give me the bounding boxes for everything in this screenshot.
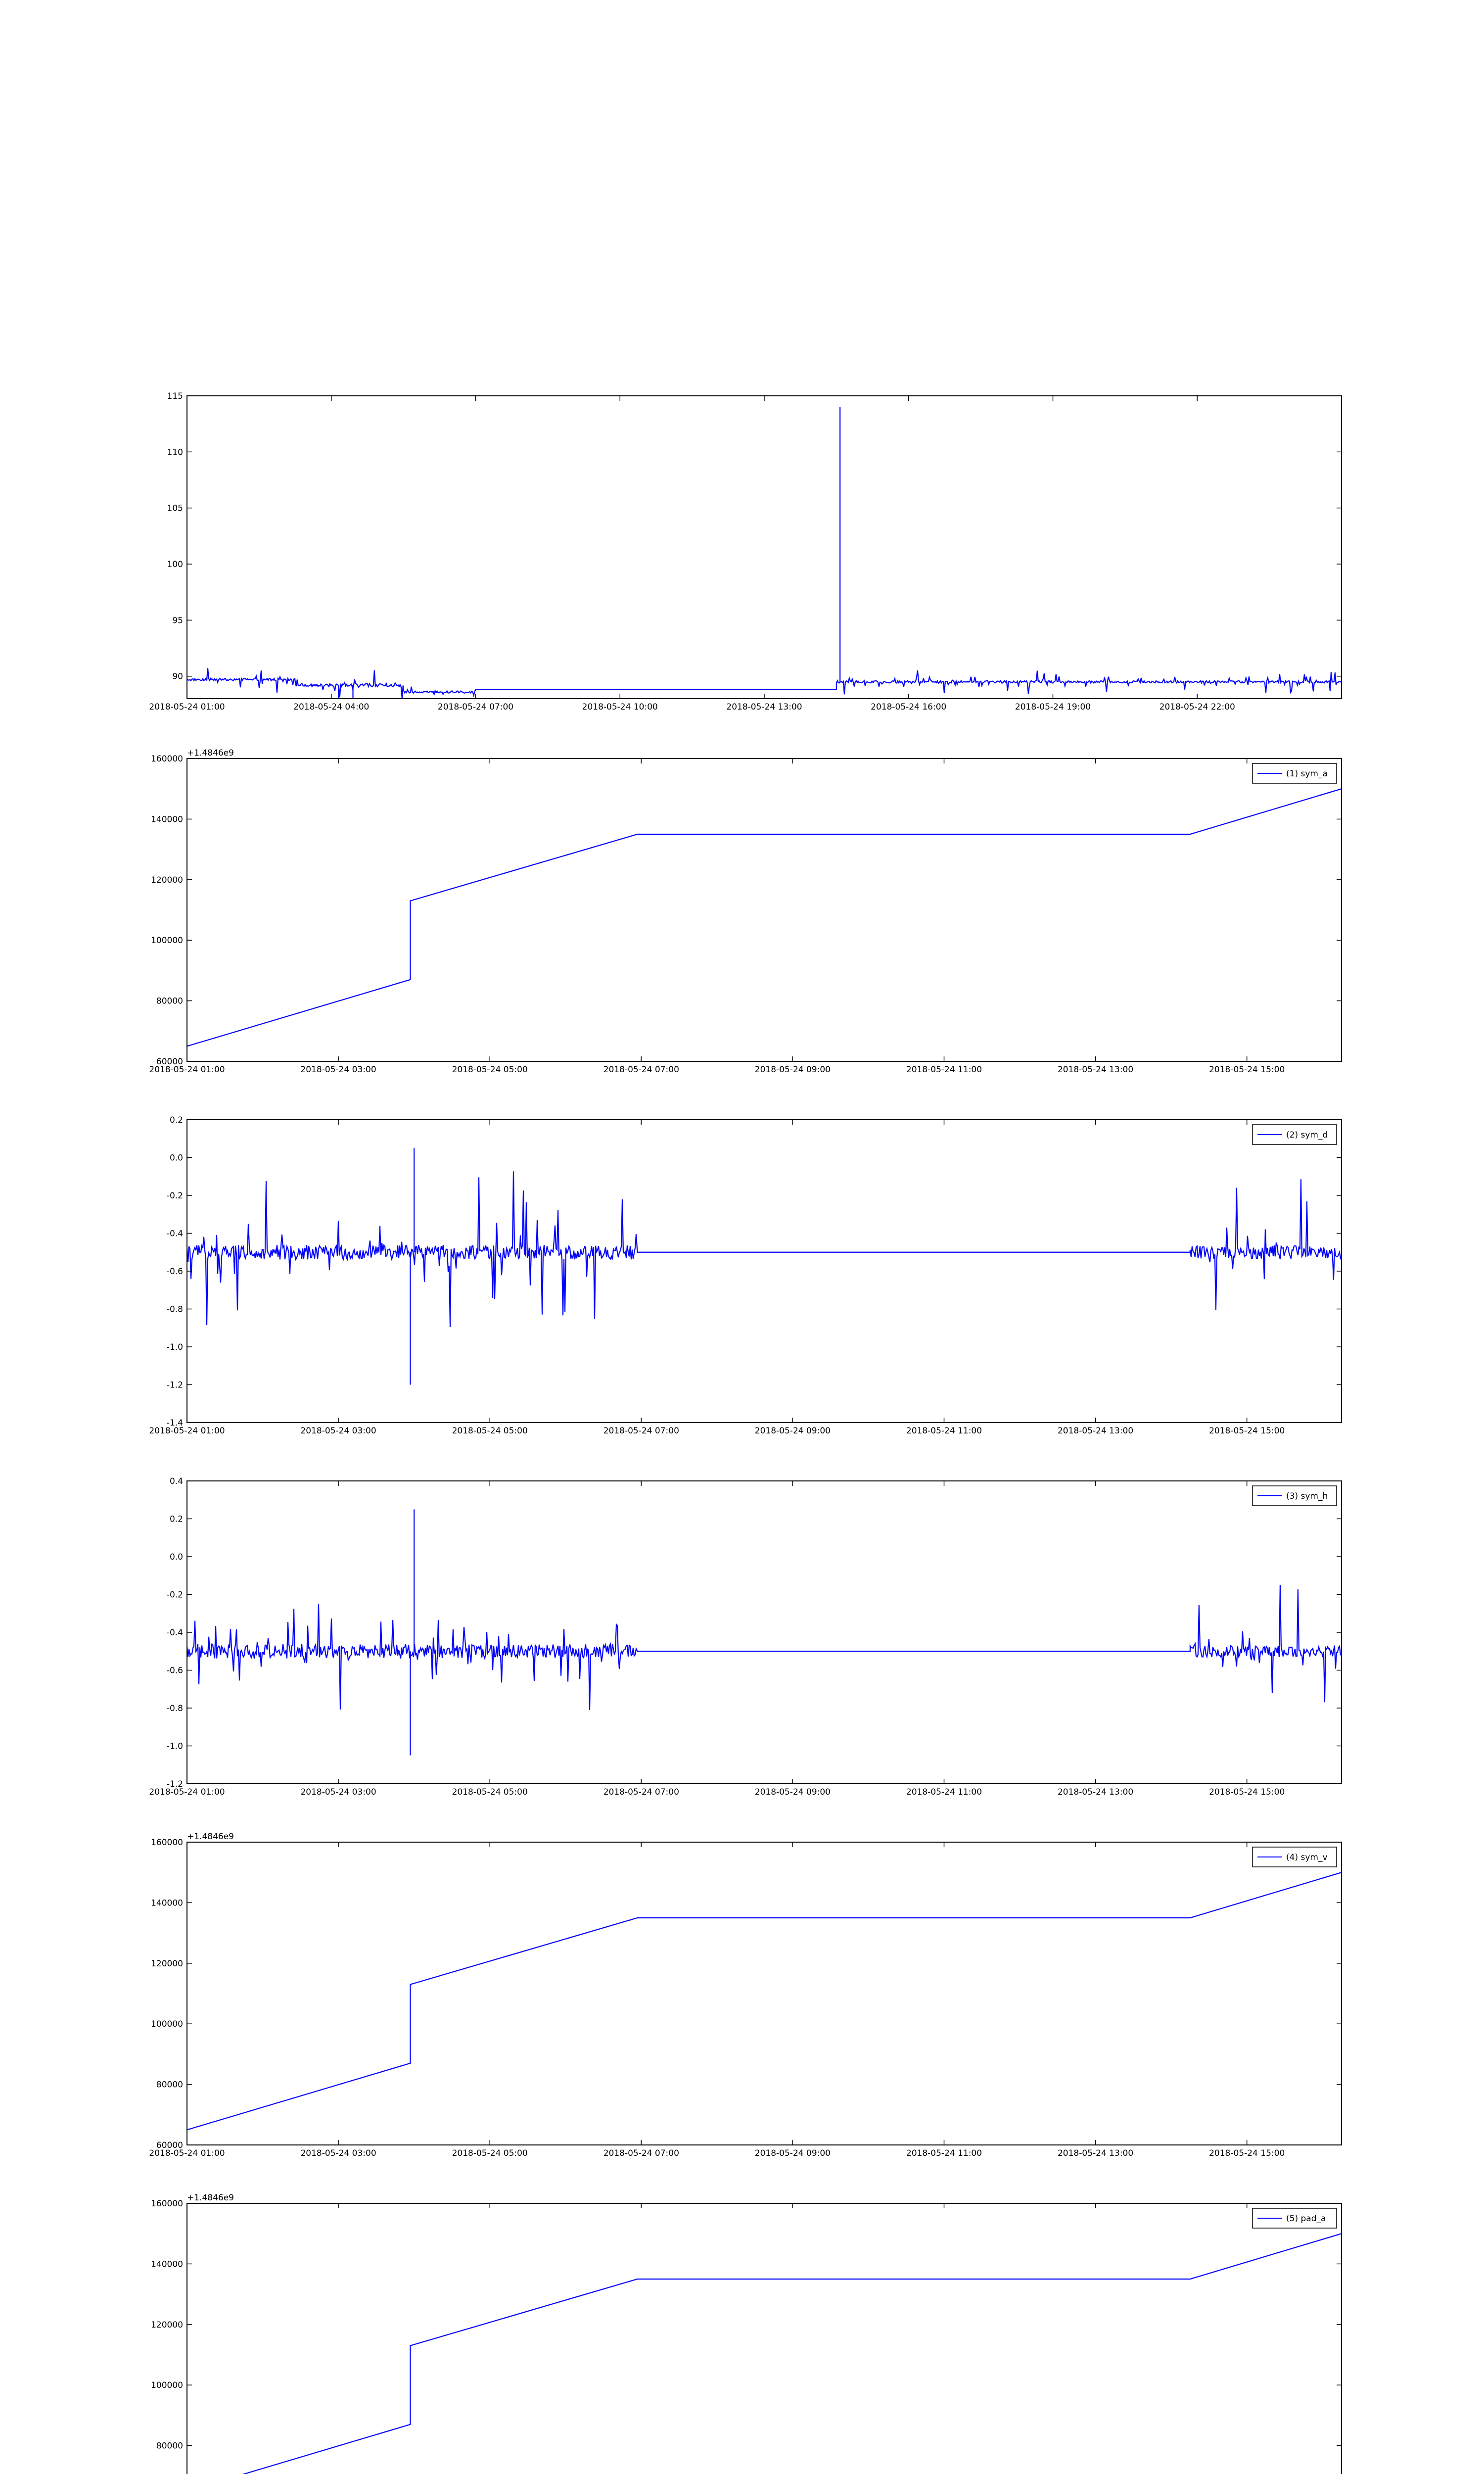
legend-label: (3) sym_h — [1286, 1491, 1328, 1501]
y-tick-label: 120000 — [151, 1958, 183, 1969]
x-tick-label: 2018-05-24 22:00 — [1159, 702, 1235, 712]
x-tick-label: 2018-05-24 19:00 — [1015, 702, 1091, 712]
y-tick-label: 0.2 — [169, 1514, 183, 1524]
series-p0 — [187, 407, 1341, 702]
y-tick-label: 120000 — [151, 875, 183, 885]
series-line — [187, 2234, 1342, 2474]
chart-panel-p1 — [149, 748, 1342, 1075]
x-tick-label: 2018-05-24 07:00 — [437, 702, 514, 712]
legend-label: (2) sym_d — [1286, 1130, 1328, 1140]
x-tick-label: 2018-05-24 11:00 — [906, 1787, 982, 1797]
x-tick-label: 2018-05-24 11:00 — [906, 1065, 982, 1075]
series--1-sym-a — [187, 789, 1342, 1046]
chart-panel-p3 — [149, 1476, 1342, 1797]
series--2-sym-d — [187, 1148, 1342, 1384]
x-tick-label: 2018-05-24 15:00 — [1209, 1787, 1285, 1797]
y-tick-label: -1.4 — [166, 1418, 183, 1428]
x-tick-label: 2018-05-24 09:00 — [754, 1426, 831, 1436]
y-tick-label: -0.2 — [166, 1191, 183, 1201]
axes-frame — [187, 396, 1342, 699]
y-tick-label: 60000 — [156, 1057, 183, 1067]
y-tick-label: 140000 — [151, 1898, 183, 1908]
legend-label: (5) pad_a — [1286, 2214, 1326, 2224]
y-tick-label: -0.8 — [166, 1704, 183, 1713]
x-tick-label: 2018-05-24 05:00 — [452, 1426, 528, 1436]
y-tick-label: 0.0 — [169, 1153, 183, 1163]
chart-panel-p4 — [149, 1832, 1342, 2158]
axes-frame — [187, 1842, 1342, 2145]
x-tick-label: 2018-05-24 07:00 — [603, 1426, 679, 1436]
x-tick-label: 2018-05-24 09:00 — [754, 2148, 831, 2158]
y-tick-label: -1.2 — [166, 1779, 183, 1789]
y-tick-label: 110 — [167, 447, 183, 458]
x-tick-label: 2018-05-24 07:00 — [603, 2148, 679, 2158]
x-tick-label: 2018-05-24 13:00 — [1057, 2148, 1134, 2158]
y-tick-label: -0.4 — [166, 1628, 183, 1638]
x-tick-label: 2018-05-24 01:00 — [149, 1787, 225, 1797]
x-tick-label: 2018-05-24 05:00 — [452, 1065, 528, 1075]
series-line — [187, 1171, 1342, 1327]
x-tick-label: 2018-05-24 01:00 — [149, 1065, 225, 1075]
x-tick-label: 2018-05-24 15:00 — [1209, 1426, 1285, 1436]
y-tick-label: 60000 — [156, 2141, 183, 2150]
y-tick-label: -1.2 — [166, 1380, 183, 1390]
x-tick-label: 2018-05-24 13:00 — [1057, 1065, 1134, 1075]
y-tick-label: 160000 — [151, 2199, 183, 2209]
x-tick-label: 2018-05-24 16:00 — [871, 702, 947, 712]
chart-panel-p2 — [149, 1115, 1342, 1436]
x-tick-label: 2018-05-24 15:00 — [1209, 1065, 1285, 1075]
y-tick-label: -0.6 — [166, 1267, 183, 1277]
y-tick-label: -0.8 — [166, 1304, 183, 1315]
axis-offset-text: +1.4846e9 — [187, 748, 234, 758]
axes-frame — [187, 759, 1342, 1061]
y-tick-label: 140000 — [151, 814, 183, 825]
y-tick-label: -1.0 — [166, 1342, 183, 1352]
y-tick-label: -1.0 — [166, 1741, 183, 1752]
legend-label: (4) sym_v — [1286, 1853, 1328, 1862]
axis-offset-text: +1.4846e9 — [187, 2193, 234, 2203]
series--3-sym-h — [187, 1509, 1342, 1755]
axes-frame — [187, 1120, 1342, 1423]
y-tick-label: 100 — [167, 560, 183, 570]
chart-panel-p5 — [149, 2193, 1342, 2474]
series-line — [187, 1585, 1342, 1710]
y-tick-label: 140000 — [151, 2259, 183, 2270]
y-tick-label: 0.4 — [169, 1476, 183, 1486]
x-tick-label: 2018-05-24 05:00 — [452, 2148, 528, 2158]
x-tick-label: 2018-05-24 01:00 — [149, 702, 225, 712]
chart-panel-p0 — [149, 391, 1342, 712]
y-tick-label: 160000 — [151, 754, 183, 764]
x-tick-label: 2018-05-24 09:00 — [754, 1065, 831, 1075]
x-tick-label: 2018-05-24 11:00 — [906, 2148, 982, 2158]
legend-label: (1) sym_a — [1286, 769, 1328, 779]
x-tick-label: 2018-05-24 07:00 — [603, 1787, 679, 1797]
y-tick-label: 100000 — [151, 2019, 183, 2030]
x-tick-label: 2018-05-24 03:00 — [300, 1787, 376, 1797]
y-tick-label: 160000 — [151, 1838, 183, 1848]
y-tick-label: -0.6 — [166, 1665, 183, 1676]
y-tick-label: 80000 — [156, 2080, 183, 2090]
series--4-sym-v — [187, 1872, 1342, 2130]
x-tick-label: 2018-05-24 01:00 — [149, 1426, 225, 1436]
x-tick-label: 2018-05-24 05:00 — [452, 1787, 528, 1797]
axes-frame — [187, 1481, 1342, 1784]
series-line — [187, 1872, 1342, 2130]
x-tick-label: 2018-05-24 07:00 — [603, 1065, 679, 1075]
y-tick-label: 115 — [167, 391, 183, 401]
y-tick-label: 0.2 — [169, 1115, 183, 1125]
y-tick-label: 90 — [172, 671, 183, 682]
y-tick-label: 95 — [172, 616, 183, 626]
x-tick-label: 2018-05-24 15:00 — [1209, 2148, 1285, 2158]
y-tick-label: -0.4 — [166, 1229, 183, 1239]
y-tick-label: 100000 — [151, 936, 183, 946]
x-tick-label: 2018-05-24 03:00 — [300, 1065, 376, 1075]
y-tick-label: 0.0 — [169, 1552, 183, 1562]
x-tick-label: 2018-05-24 13:00 — [1057, 1787, 1134, 1797]
y-tick-label: 80000 — [156, 996, 183, 1006]
y-tick-label: -0.2 — [166, 1590, 183, 1600]
x-tick-label: 2018-05-24 13:00 — [726, 702, 802, 712]
x-tick-label: 2018-05-24 09:00 — [754, 1787, 831, 1797]
x-tick-label: 2018-05-24 04:00 — [293, 702, 370, 712]
x-tick-label: 2018-05-24 03:00 — [300, 2148, 376, 2158]
axis-offset-text: +1.4846e9 — [187, 1832, 234, 1842]
x-tick-label: 2018-05-24 10:00 — [582, 702, 658, 712]
x-tick-label: 2018-05-24 11:00 — [906, 1426, 982, 1436]
x-tick-label: 2018-05-24 13:00 — [1057, 1426, 1134, 1436]
y-tick-label: 100000 — [151, 2380, 183, 2391]
y-tick-label: 80000 — [156, 2441, 183, 2451]
y-tick-label: 105 — [167, 503, 183, 514]
x-tick-label: 2018-05-24 03:00 — [300, 1426, 376, 1436]
series--5-pad-a — [187, 2234, 1342, 2474]
y-tick-label: 120000 — [151, 2320, 183, 2330]
x-tick-label: 2018-05-24 01:00 — [149, 2148, 225, 2158]
series-line — [187, 789, 1342, 1046]
axes-frame — [187, 2203, 1342, 2474]
